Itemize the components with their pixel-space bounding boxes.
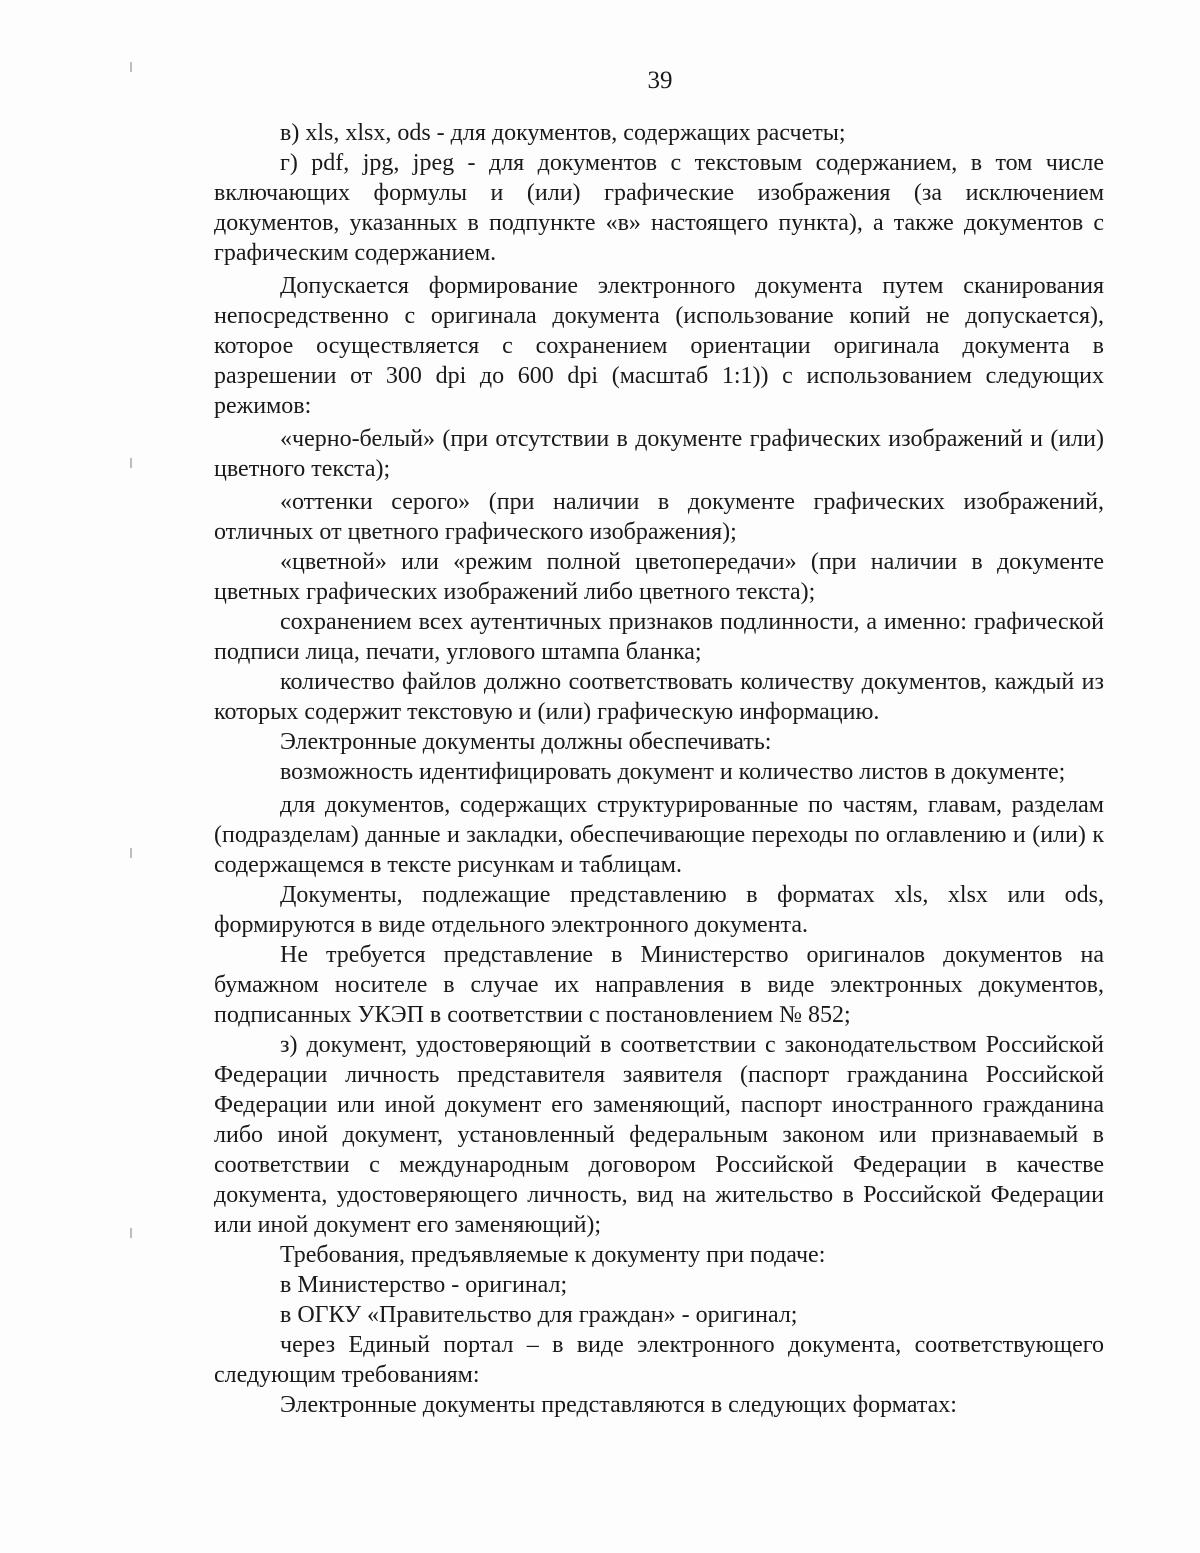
paragraph-item-g: г) pdf, jpg, jpeg - для документов с текстовым содержанием, в том числе включающих формулы и (или) графические изображения (за исключением документов, указанных в подпункте «в» настоящего пункта), а также документов с графическим содержанием. — [214, 150, 1104, 266]
paragraph-portal: через Единый портал – в виде электронного документа, соответствующего следующим требованиям: — [214, 1332, 1104, 1388]
paragraph-mode-bw: «черно-белый» (при отсутствии в документе графических изображений и (или) цветного текста); — [214, 426, 1104, 482]
paragraph-xls-formats: Документы, подлежащие представлению в форматах xls, xlsx или ods, формируются в виде отдельного электронного документа. — [214, 882, 1104, 938]
scan-artifact — [130, 848, 132, 858]
scan-artifact — [130, 458, 132, 468]
paragraph-formats: Электронные документы представляются в следующих форматах: — [280, 1392, 957, 1418]
paragraph-scanning: Допускается формирование электронного документа путем сканирования непосредственно с оригинала документа (использование копий не допускается), которое осуществляется с сохранением ориентации оригинала документа в разрешении от 300 dpi до 600 dpi (масштаб 1:1)) с использованием следующих режимов: — [214, 273, 1104, 419]
scan-artifact — [130, 1228, 132, 1238]
paragraph-structure: для документов, содержащих структурированные по частям, главам, разделам (подразделам) данные и закладки, обеспечивающие переходы по оглавлению и (или) к содержащемся в тексте рисункам и таблицам. — [214, 792, 1104, 878]
paragraph-mode-color: «цветной» или «режим полной цветопередачи» (при наличии в документе цветных графических изображений либо цветного текста); — [214, 549, 1104, 605]
paragraph-mode-gray: «оттенки серого» (при наличии в документе графических изображений, отличных от цветного графического изображения); — [214, 489, 1104, 545]
paragraph-ogku: в ОГКУ «Правительство для граждан» - оригинал; — [280, 1302, 798, 1328]
document-body — [214, 118, 1104, 1420]
paragraph-originals: Не требуется представление в Министерство оригиналов документов на бумажном носителе в случае их направления в виде электронных документов, подписанных УКЭП в соответствии с постановлением № 852; — [214, 942, 1104, 1028]
paragraph-authenticity: сохранением всех аутентичных признаков подлинности, а именно: графической подписи лица, печати, углового штампа бланка; — [214, 609, 1104, 665]
paragraph-item-v: в) xls, xlsx, ods - для документов, содержащих расчеты; — [280, 120, 846, 146]
paragraph-requirements-heading: Электронные документы должны обеспечивать: — [280, 729, 772, 755]
paragraph-identify: возможность идентифицировать документ и количество листов в документе; — [280, 759, 1066, 785]
page-number: 39 — [647, 67, 673, 94]
paragraph-item-z: з) документ, удостоверяющий в соответствии с законодательством Российской Федерации личность представителя заявителя (паспорт гражданина Российской Федерации или иной документ его заменяющий, паспорт иностранного гражданина либо иной документ, установленный федеральным законом или признаваемый в соответствии с международным договором Российской Федерации в качестве документа, удостоверяющего личность, вид на жительство в Российской Федерации или иной документ его заменяющий); — [214, 1032, 1104, 1238]
paragraph-ministry: в Министерство - оригинал; — [280, 1272, 568, 1298]
paragraph-file-count: количество файлов должно соответствовать количеству документов, каждый из которых содержит текстовую и (или) графическую информацию. — [214, 669, 1104, 725]
paragraph-submission-requirements: Требования, предъявляемые к документу при подаче: — [280, 1242, 826, 1268]
